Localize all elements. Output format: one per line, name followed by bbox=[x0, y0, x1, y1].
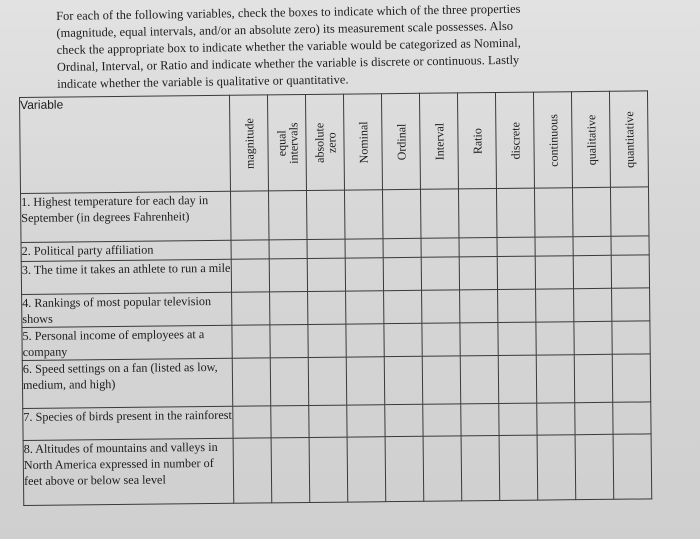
checkbox-cell[interactable] bbox=[384, 356, 423, 404]
instruction-line: indicate whether the variable is qualitative or quantitative. bbox=[57, 72, 349, 91]
checkbox-cell[interactable] bbox=[422, 356, 461, 404]
checkbox-cell[interactable] bbox=[309, 437, 348, 502]
checkbox-cell[interactable] bbox=[459, 257, 497, 290]
checkbox-cell[interactable] bbox=[574, 288, 612, 321]
checkbox-cell[interactable] bbox=[537, 403, 575, 435]
table-row bbox=[23, 434, 652, 506]
checkbox-cell[interactable] bbox=[384, 323, 422, 356]
checkbox-cell[interactable] bbox=[344, 190, 383, 239]
checkbox-cell[interactable] bbox=[422, 290, 460, 323]
checkbox-cell[interactable] bbox=[613, 434, 652, 499]
variable-cell: 3. The time it takes an athlete to run a mile bbox=[21, 259, 231, 294]
column-label: continuous bbox=[545, 113, 561, 167]
column-header-ordinal bbox=[381, 93, 420, 189]
column-header-continuous bbox=[533, 92, 572, 188]
checkbox-cell[interactable] bbox=[536, 322, 574, 355]
checkbox-cell[interactable] bbox=[345, 239, 383, 258]
checkbox-cell[interactable] bbox=[574, 354, 613, 402]
column-header-magnitude bbox=[229, 95, 268, 191]
instruction-line: (magnitude, equal intervals, and/or an absolute zero) its measurement scale possesses. Also bbox=[56, 18, 514, 40]
checkbox-cell[interactable] bbox=[535, 237, 573, 256]
column-label: qualitative bbox=[583, 114, 599, 165]
checkbox-cell[interactable] bbox=[231, 240, 269, 259]
checkbox-cell[interactable] bbox=[385, 436, 424, 501]
column-header-equal-intervals bbox=[267, 94, 306, 190]
checkbox-cell[interactable] bbox=[270, 291, 308, 324]
checkbox-cell[interactable] bbox=[498, 289, 536, 322]
checkbox-cell[interactable] bbox=[269, 258, 307, 291]
column-label: quantitative bbox=[621, 110, 637, 168]
checkbox-cell[interactable] bbox=[346, 324, 384, 357]
checkbox-cell[interactable] bbox=[230, 191, 269, 240]
instructions-paragraph bbox=[56, 0, 612, 93]
checkbox-cell[interactable] bbox=[384, 290, 422, 323]
checkbox-cell[interactable] bbox=[610, 187, 649, 236]
checkbox-cell[interactable] bbox=[498, 322, 536, 355]
variable-cell: 6. Speed settings on a fan (listed as low, medium, and high) bbox=[22, 358, 232, 408]
checkbox-cell[interactable] bbox=[536, 289, 574, 322]
column-label: Ordinal bbox=[393, 123, 409, 160]
checkbox-cell[interactable] bbox=[347, 405, 385, 437]
variable-cell: 1. Highest temperature for each day in September (in degrees Fahrenheit) bbox=[21, 191, 232, 242]
checkbox-cell[interactable] bbox=[270, 324, 308, 357]
checkbox-cell[interactable] bbox=[345, 258, 383, 291]
checkbox-cell[interactable] bbox=[534, 188, 573, 237]
checkbox-cell[interactable] bbox=[535, 256, 573, 289]
checkbox-cell[interactable] bbox=[231, 259, 269, 292]
table-body bbox=[21, 187, 652, 506]
column-label: absolute zero bbox=[311, 122, 339, 163]
column-label: Nominal bbox=[355, 120, 371, 163]
checkbox-cell[interactable] bbox=[497, 256, 535, 289]
checkbox-cell[interactable] bbox=[308, 291, 346, 324]
checkbox-cell[interactable] bbox=[499, 435, 538, 500]
checkbox-cell[interactable] bbox=[420, 189, 459, 238]
checkbox-cell[interactable] bbox=[611, 236, 649, 255]
table-row bbox=[22, 354, 650, 409]
checkbox-cell[interactable] bbox=[459, 238, 497, 257]
checkbox-cell[interactable] bbox=[423, 436, 462, 501]
column-label: magnitude bbox=[241, 117, 257, 169]
checkbox-cell[interactable] bbox=[612, 354, 651, 402]
properties-table bbox=[19, 90, 652, 506]
checkbox-cell[interactable] bbox=[383, 238, 421, 257]
checkbox-cell[interactable] bbox=[306, 190, 345, 239]
instruction-line: For each of the following variables, check the boxes to indicate which of the three properties bbox=[56, 1, 521, 23]
checkbox-cell[interactable] bbox=[499, 403, 537, 435]
checkbox-cell[interactable] bbox=[461, 435, 500, 500]
column-label: Interval bbox=[431, 122, 447, 160]
checkbox-cell[interactable] bbox=[233, 438, 272, 503]
column-header-discrete bbox=[495, 92, 534, 188]
checkbox-cell[interactable] bbox=[270, 357, 309, 405]
checkbox-cell[interactable] bbox=[611, 255, 649, 288]
instruction-line: check the appropriate box to indicate whether the variable would be categorized as Nominal, bbox=[56, 35, 521, 57]
checkbox-cell[interactable] bbox=[612, 321, 650, 354]
checkbox-cell[interactable] bbox=[346, 291, 384, 324]
checkbox-cell[interactable] bbox=[233, 406, 271, 438]
column-header-interval bbox=[419, 93, 458, 189]
checkbox-cell[interactable] bbox=[383, 257, 421, 290]
variable-cell: 4. Rankings of most popular television shows bbox=[22, 292, 232, 327]
column-header-absolute-zero bbox=[305, 94, 344, 190]
checkbox-cell[interactable] bbox=[458, 189, 497, 238]
header-row bbox=[20, 91, 649, 194]
checkbox-cell[interactable] bbox=[498, 355, 537, 403]
checkbox-cell[interactable] bbox=[308, 324, 346, 357]
column-header-qualitative bbox=[571, 91, 610, 187]
variable-cell: 7. Species of birds present in the rainforest bbox=[23, 406, 233, 440]
checkbox-cell[interactable] bbox=[423, 404, 461, 436]
variable-cell: 5. Personal income of employees at a company bbox=[22, 325, 232, 360]
checkbox-cell[interactable] bbox=[268, 190, 307, 239]
checkbox-cell[interactable] bbox=[347, 437, 386, 502]
variable-cell: 2. Political party affiliation bbox=[21, 240, 231, 261]
checkbox-cell[interactable] bbox=[460, 355, 499, 403]
checkbox-cell[interactable] bbox=[573, 236, 611, 255]
checkbox-cell[interactable] bbox=[346, 357, 385, 405]
checkbox-cell[interactable] bbox=[308, 357, 347, 405]
checkbox-cell[interactable] bbox=[271, 405, 309, 437]
checkbox-cell[interactable] bbox=[309, 405, 347, 437]
checkbox-cell[interactable] bbox=[421, 238, 459, 257]
column-label: discrete bbox=[507, 121, 523, 160]
variable-column-header: Variable bbox=[20, 95, 231, 193]
checkbox-cell[interactable] bbox=[613, 402, 651, 434]
checkbox-cell[interactable] bbox=[232, 325, 270, 358]
checkbox-cell[interactable] bbox=[382, 189, 421, 238]
table-row bbox=[21, 187, 649, 243]
checkbox-cell[interactable] bbox=[497, 237, 535, 256]
instruction-line: Ordinal, Interval, or Ratio and indicate whether the variable is discrete or continuous. Lastly bbox=[56, 52, 520, 74]
checkbox-cell[interactable] bbox=[612, 288, 650, 321]
checkbox-cell[interactable] bbox=[537, 435, 576, 500]
variable-cell: 8. Altitudes of mountains and valleys in North America expressed in number of feet above or below sea level bbox=[23, 438, 234, 505]
checkbox-cell[interactable] bbox=[572, 187, 611, 236]
column-label: Ratio bbox=[469, 127, 485, 154]
checkbox-cell[interactable] bbox=[575, 402, 613, 434]
checkbox-cell[interactable] bbox=[574, 321, 612, 354]
checkbox-cell[interactable] bbox=[461, 403, 499, 435]
checkbox-cell[interactable] bbox=[232, 358, 271, 406]
checkbox-cell[interactable] bbox=[496, 188, 535, 237]
column-header-quantitative bbox=[609, 91, 648, 187]
column-label: equal intervals bbox=[273, 121, 301, 164]
checkbox-cell[interactable] bbox=[307, 239, 345, 258]
checkbox-cell[interactable] bbox=[421, 257, 459, 290]
checkbox-cell[interactable] bbox=[385, 404, 423, 436]
checkbox-cell[interactable] bbox=[460, 322, 498, 355]
checkbox-cell[interactable] bbox=[536, 355, 575, 403]
checkbox-cell[interactable] bbox=[232, 292, 270, 325]
checkbox-cell[interactable] bbox=[460, 289, 498, 322]
checkbox-cell[interactable] bbox=[573, 255, 611, 288]
column-header-ratio bbox=[457, 93, 496, 189]
checkbox-cell[interactable] bbox=[271, 437, 310, 502]
column-header-nominal bbox=[343, 94, 382, 190]
checkbox-cell[interactable] bbox=[307, 258, 345, 291]
checkbox-cell[interactable] bbox=[575, 434, 614, 499]
checkbox-cell[interactable] bbox=[269, 239, 307, 258]
checkbox-cell[interactable] bbox=[422, 323, 460, 356]
